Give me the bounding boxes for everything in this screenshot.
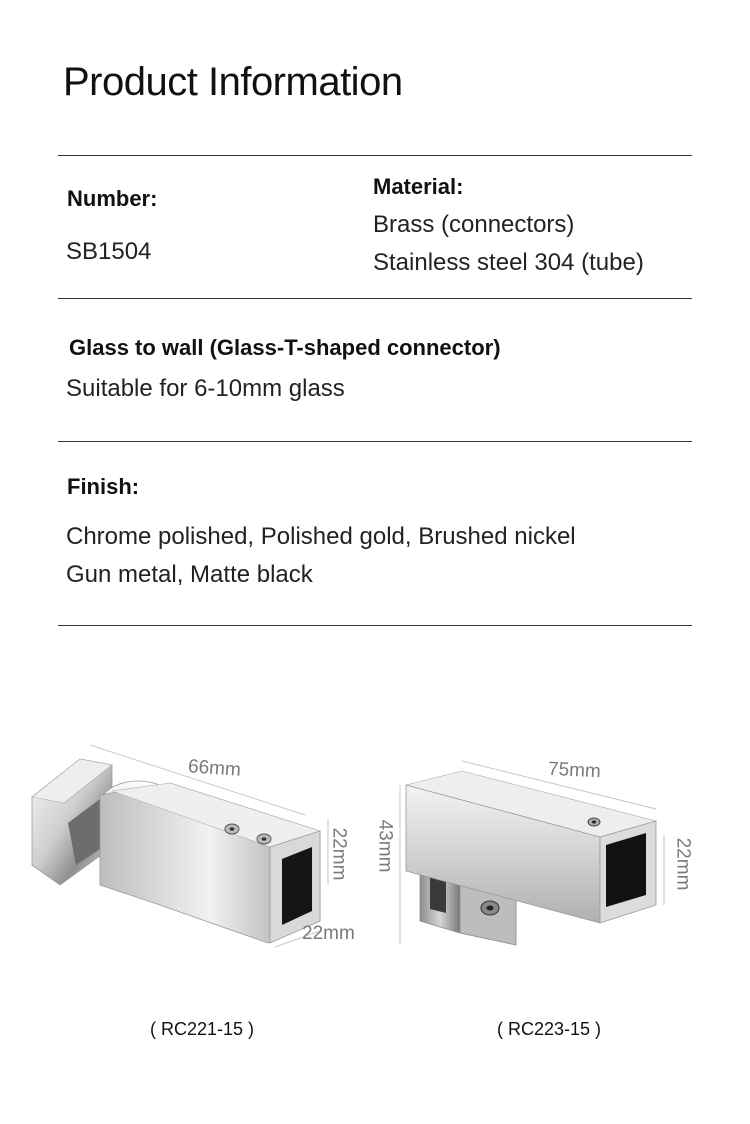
connector-rc223-image (380, 745, 700, 960)
material-line: Brass (connectors) (373, 211, 575, 238)
dimension-height: 22mm (672, 837, 694, 891)
divider (58, 625, 692, 626)
product-caption: ( RC221-15 ) (150, 1019, 255, 1039)
dimension-length: 75mm (547, 758, 602, 783)
divider (58, 155, 692, 156)
dimension-length: 66mm (187, 756, 242, 781)
number-value: SB1504 (66, 238, 152, 265)
dimension-width: 22mm (302, 923, 355, 944)
product-caption: ( RC223-15 ) (497, 1019, 602, 1039)
material-line: Stainless steel 304 (tube) (373, 249, 644, 276)
dimension-depth: 43mm (374, 819, 396, 873)
divider (58, 298, 692, 299)
finish-line: Chrome polished, Polished gold, Brushed nickel (66, 523, 576, 550)
connection-title: Glass to wall (Glass-T-shaped connector) (69, 335, 501, 360)
dimension-height: 22mm (328, 827, 350, 881)
connection-text: Suitable for 6-10mm glass (66, 375, 345, 402)
page-title: Product Information (63, 60, 403, 104)
material-label: Material: (373, 174, 464, 199)
finish-line: Gun metal, Matte black (66, 561, 313, 588)
number-label: Number: (67, 186, 158, 211)
divider (58, 441, 692, 442)
finish-label: Finish: (67, 474, 140, 499)
